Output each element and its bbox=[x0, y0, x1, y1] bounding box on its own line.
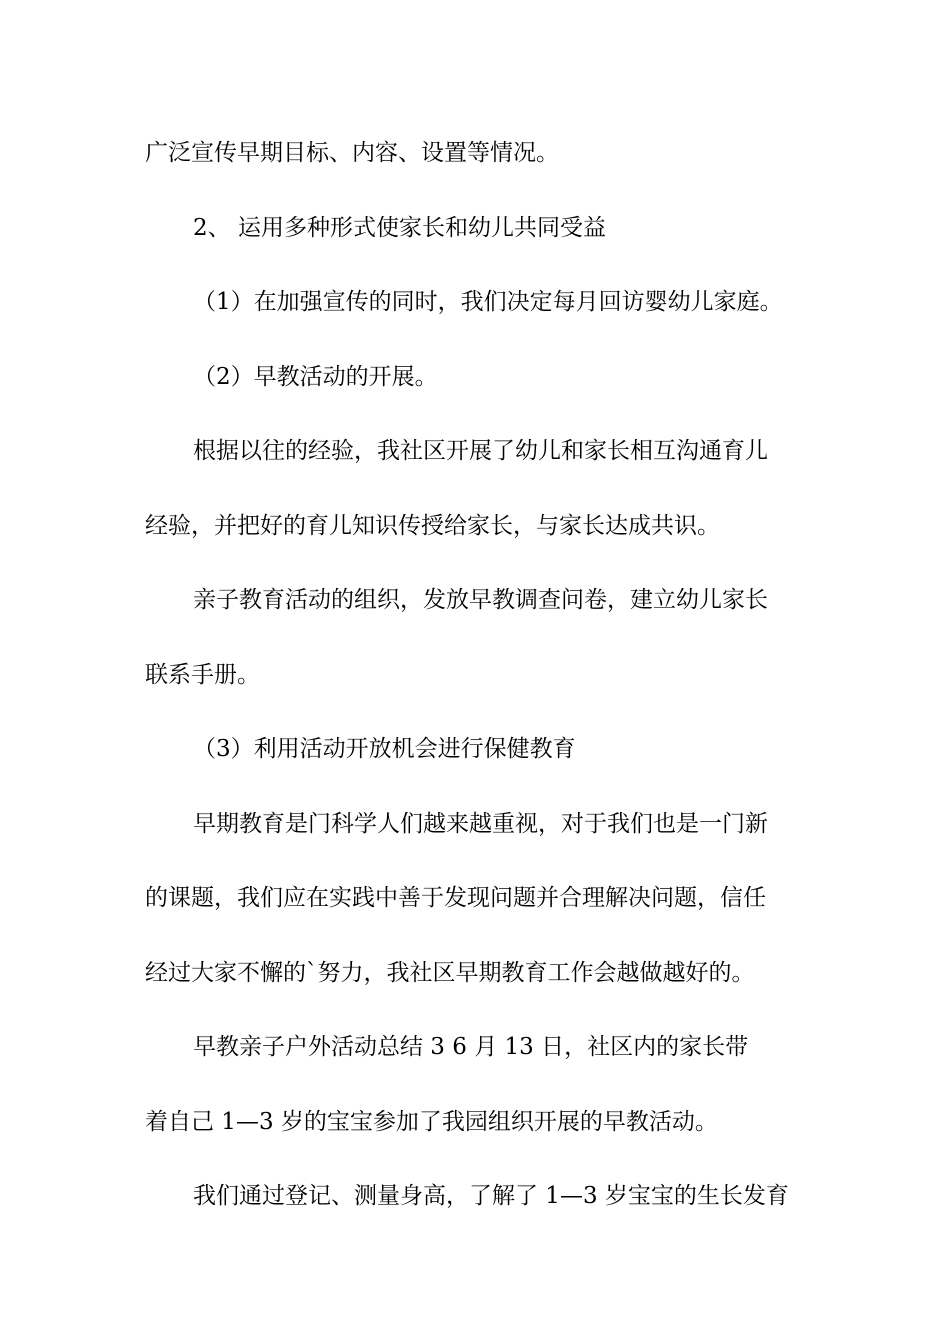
text-line: 亲子教育活动的组织，发放早教调查问卷，建立幼儿家长 bbox=[193, 587, 768, 613]
text-line: 我们通过登记、测量身高，了解了 1—3 岁宝宝的生长发育 bbox=[193, 1183, 789, 1209]
text-line: 早教亲子户外活动总结 3 6 月 13 日，社区内的家长带 bbox=[193, 1034, 749, 1060]
subsection-heading: （1）在加强宣传的同时，我们决定每月回访婴幼儿家庭。 bbox=[193, 289, 783, 315]
text-line: 的课题，我们应在实践中善于发现问题并合理解决问题，信任 bbox=[145, 885, 766, 911]
text-line: 广泛宣传早期目标、内容、设置等情况。 bbox=[145, 140, 559, 166]
text-line: 经过大家不懈的`努力，我社区早期教育工作会越做越好的。 bbox=[145, 960, 755, 986]
text-line: 着自己 1—3 岁的宝宝参加了我园组织开展的早教活动。 bbox=[145, 1109, 718, 1135]
section-heading: 2、 运用多种形式使家长和幼儿共同受益 bbox=[193, 215, 606, 241]
text-line: 早期教育是门科学人们越来越重视，对于我们也是一门新 bbox=[193, 811, 768, 837]
subsection-heading: （2）早教活动的开展。 bbox=[193, 364, 438, 390]
text-line: 根据以往的经验，我社区开展了幼儿和家长相互沟通育儿 bbox=[193, 438, 768, 464]
text-line: 经验，并把好的育儿知识传授给家长，与家长达成共识。 bbox=[145, 513, 720, 539]
text-line: 联系手册。 bbox=[145, 662, 260, 688]
subsection-heading: （3）利用活动开放机会进行保健教育 bbox=[193, 736, 576, 762]
